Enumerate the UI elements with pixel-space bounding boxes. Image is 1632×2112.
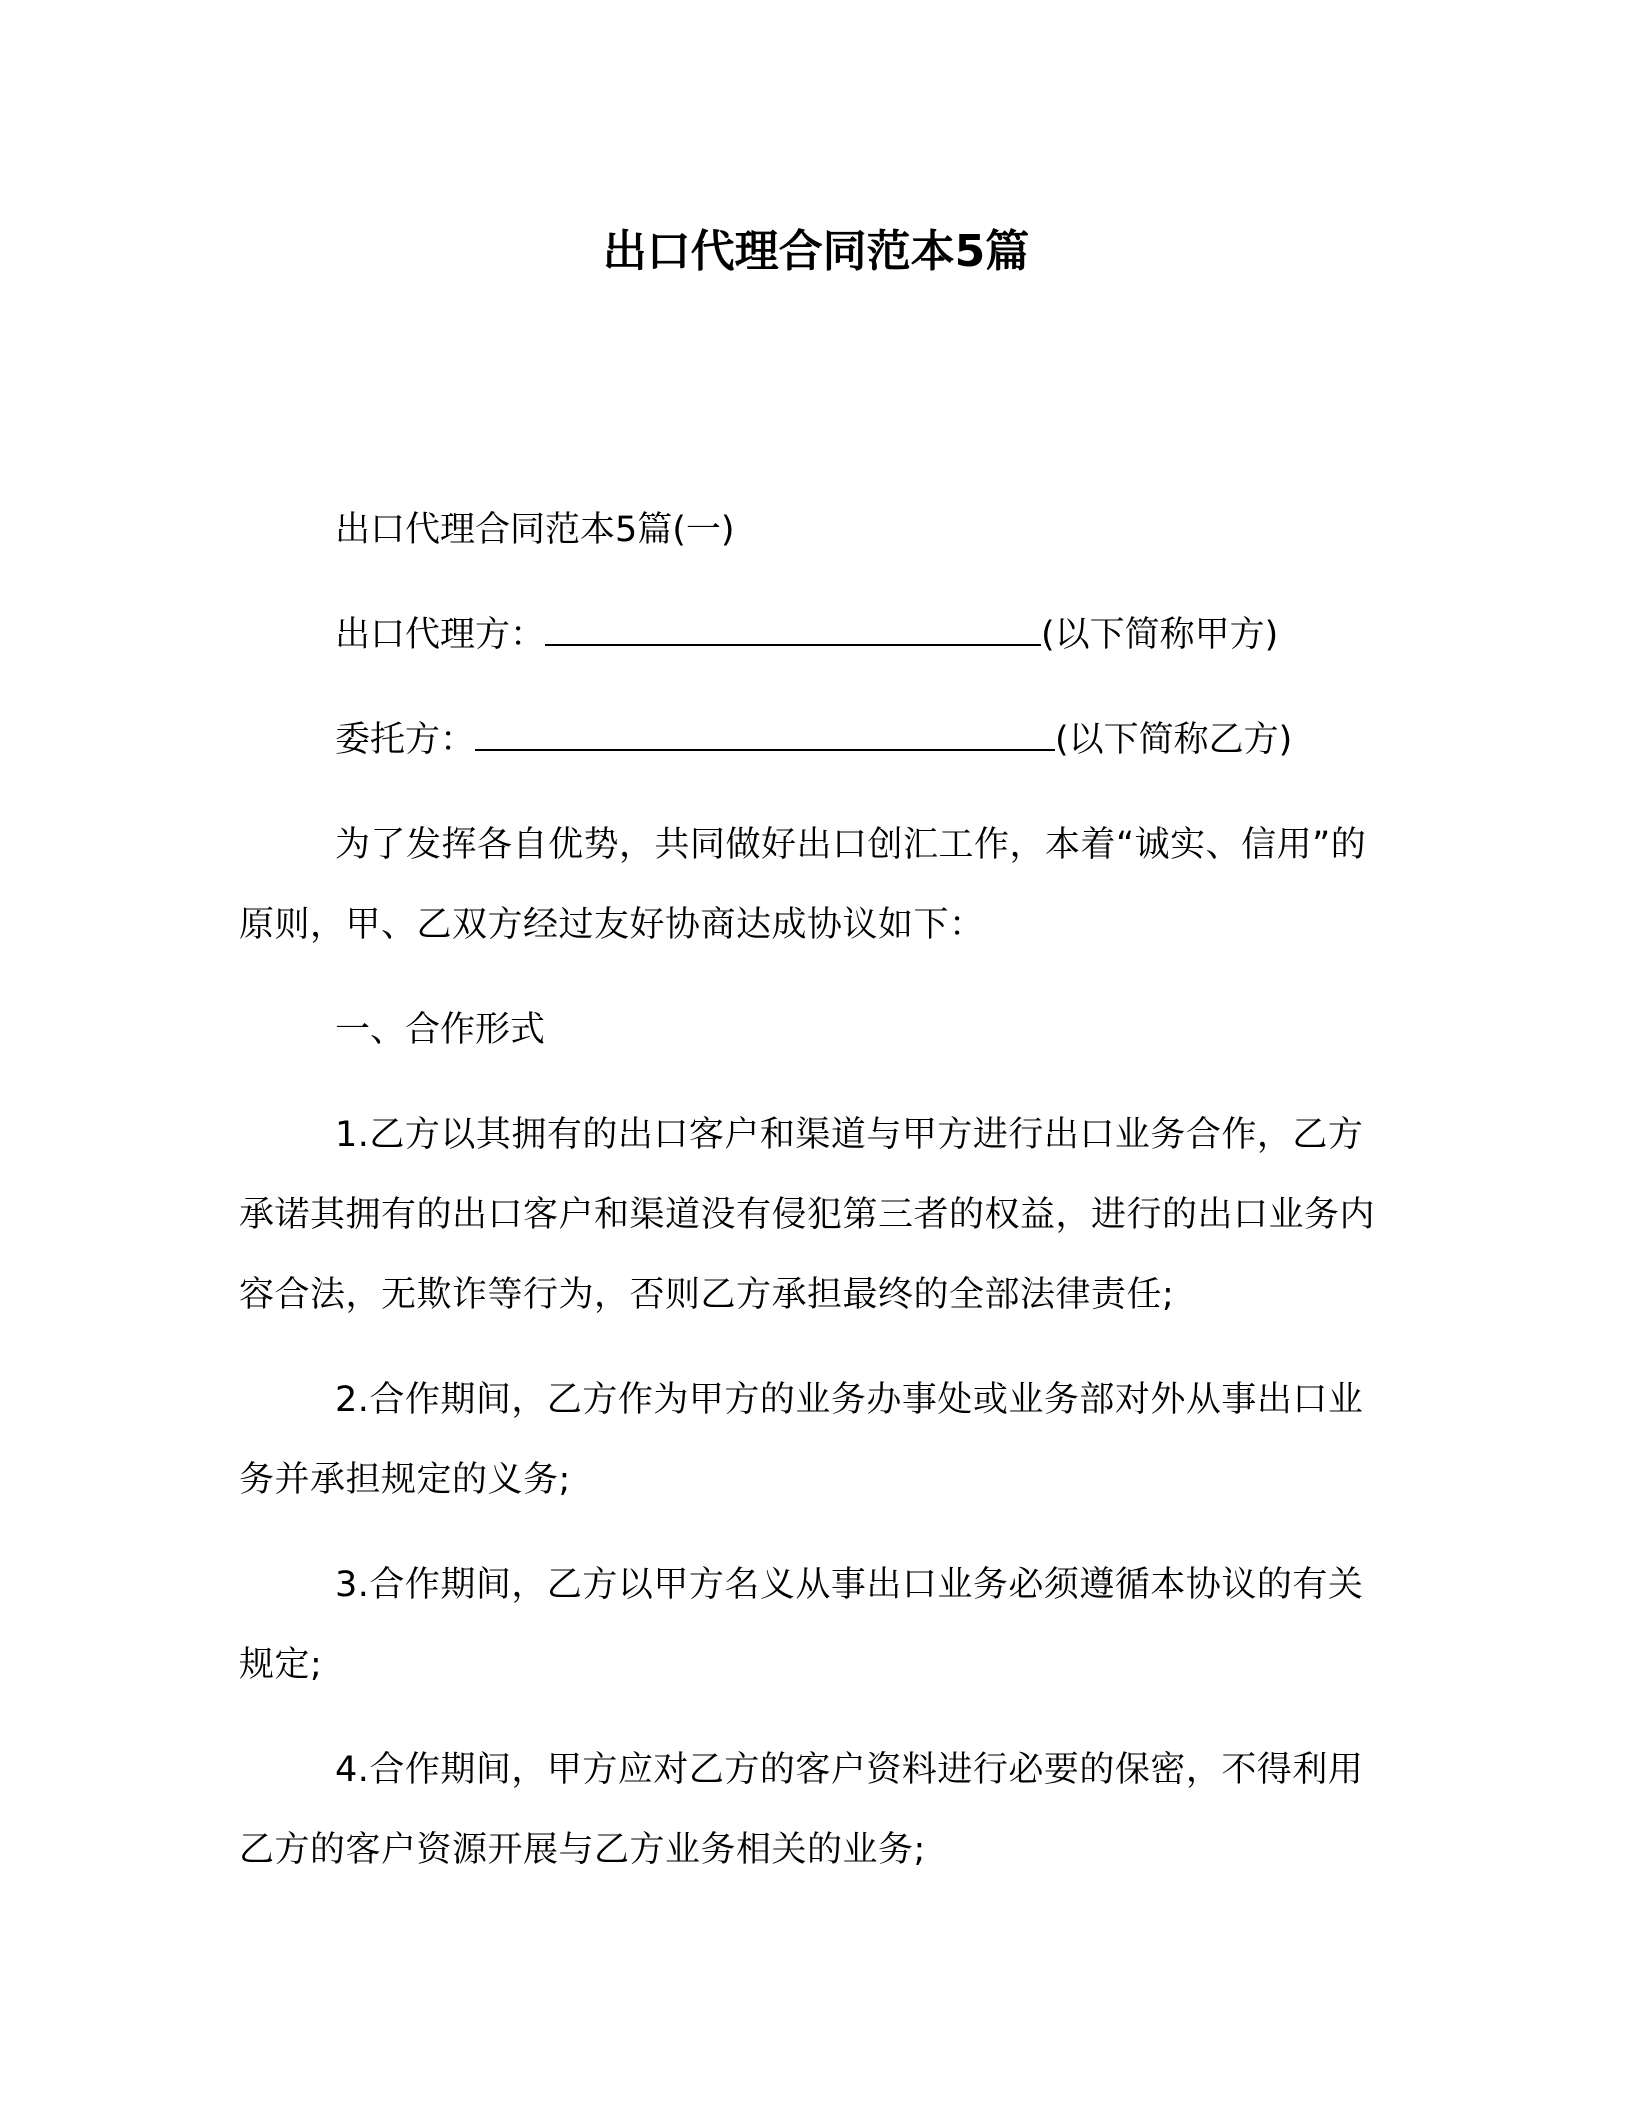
party-a-blank: [545, 614, 1041, 646]
intro-paragraph: 为了发挥各自优势，共同做好出口创汇工作，本着“诚实、信用”的原则，甲、乙双方经过友好协商达成协议如下：: [239, 825, 1367, 945]
clause-paragraph: 3.合作期间，乙方以甲方名义从事出口业务必须遵循本协议的有关规定;: [239, 1565, 1364, 1685]
clause-paragraph: 1.乙方以其拥有的出口客户和渠道与甲方进行出口业务合作，乙方承诺其拥有的出口客户和渠道没有侵犯第三者的权益，进行的出口业务内容合法，无欺诈等行为，否则乙方承担最终的全部法律责任;: [239, 1115, 1376, 1315]
party-b-suffix: (以下简称乙方): [1055, 720, 1293, 760]
party-a-suffix: (以下简称甲方): [1041, 615, 1279, 655]
section-heading: 出口代理合同范本5篇(一): [335, 510, 735, 550]
clause-paragraph: 2.合作期间，乙方作为甲方的业务办事处或业务部对外从事出口业务并承担规定的义务;: [239, 1380, 1364, 1500]
party-a-line: [239, 595, 1377, 675]
party-b-blank: [475, 719, 1055, 751]
document-body: [239, 490, 1377, 1915]
party-b-label: 委托方：: [335, 720, 476, 760]
party-a-label: 出口代理方：: [335, 615, 546, 655]
document-title: 出口代理合同范本5篇: [602, 226, 1030, 277]
clause-paragraph: 4.合作期间，甲方应对乙方的客户资料进行必要的保密，不得利用乙方的客户资源开展与乙方业务相关的业务;: [239, 1750, 1364, 1870]
clause-heading: 一、合作形式: [335, 1010, 546, 1050]
party-b-line: [239, 700, 1377, 780]
